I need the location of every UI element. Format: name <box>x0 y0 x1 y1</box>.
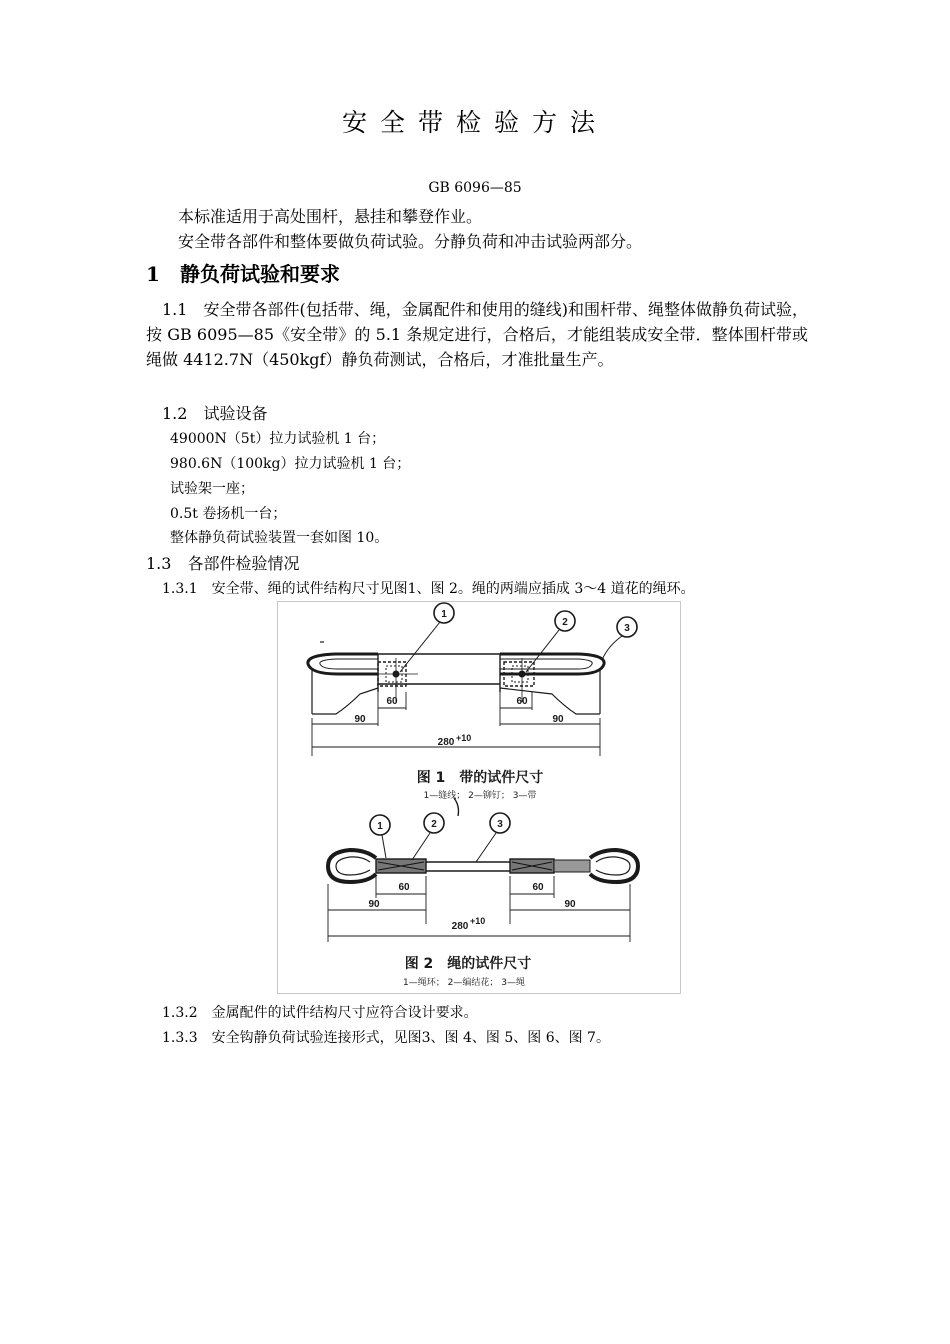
intro-line-2: 安全带各部件和整体要做负荷试验。分静负荷和冲击试验两部分。 <box>178 232 643 251</box>
figure-1-dim-left-outer: 90 <box>354 714 366 725</box>
paragraph-1-1 <box>146 297 808 372</box>
heading-1-3: 1.3 各部件检验情况 <box>146 554 300 573</box>
paragraph-1-1-text: 1.1 安全带各部件(包括带、绳，金属配件和使用的缝线)和围杆带、绳整体做静负荷试验，按 GB 6095—85《安全带》的 5.1 条规定进行，合格后，才能组装成安全带．整体围杆带或绳做 4412.7N（450kgf）静负荷测试，合格后，才准批量生产。 <box>146 300 808 369</box>
section-1-heading <box>146 258 340 287</box>
equipment-item: 980.6N（100kg）拉力试验机 1 台； <box>170 456 411 472</box>
figure-2-callout-1: 1 <box>377 821 383 832</box>
figure-2-dim-left-outer: 90 <box>368 899 380 910</box>
equipment-item: 0.5t 卷扬机一台； <box>170 506 287 522</box>
paragraph-1-3-1: 1.3.1 安全带、绳的试件结构尺寸见图1、图 2。绳的两端应插成 3～4 道花的绳环。 <box>162 581 695 597</box>
figure-2-dim-right-inner: 60 <box>532 882 544 893</box>
figure-1-dim-right-inner: 60 <box>516 696 528 707</box>
figure-1-callout-1: 1 <box>441 609 447 620</box>
paragraph-1-3-3: 1.3.3 安全钩静负荷试验连接形式，见图3、图 4、图 5、图 6、图 7。 <box>162 1030 610 1046</box>
figures-drawing <box>278 602 680 993</box>
figure-2-callout-3: 3 <box>497 819 503 830</box>
figure-1-dim-tolerance: +10 <box>456 733 472 743</box>
equipment-item: 整体静负荷试验装置一套如图 10。 <box>170 530 389 546</box>
equipment-item: 试验架一座； <box>170 481 254 497</box>
equipment-item: 49000N（5t）拉力试验机 1 台； <box>170 431 386 447</box>
figure-2-callout-2: 2 <box>431 819 437 830</box>
figure-2-dim-total: 280 <box>451 921 469 932</box>
figure-1-callout-3: 3 <box>624 623 630 634</box>
document-title: 安全带检验方法 <box>341 108 608 137</box>
figures-scan <box>277 601 681 994</box>
figure-2-dim-left-inner: 60 <box>398 882 410 893</box>
figure-1-drawing <box>308 603 637 756</box>
figure-1-dim-total: 280 <box>437 737 455 748</box>
figure-2-dim-right-outer: 90 <box>564 899 576 910</box>
figure-1-legend: 1—缝线； 2—铆钉； 3—带 <box>423 791 537 801</box>
section-title: 静负荷试验和要求 <box>180 262 340 286</box>
figure-1-dim-right-outer: 90 <box>552 714 564 725</box>
section-number: 1 <box>146 262 160 286</box>
figure-2-caption: 图 2 绳的试件尺寸 <box>404 956 532 972</box>
figure-1-dim-left-inner: 60 <box>386 696 398 707</box>
intro-line-1: 本标准适用于高处围杆，悬挂和攀登作业。 <box>178 207 483 226</box>
figure-1-callout-2: 2 <box>562 617 568 628</box>
standard-number: GB 6096—85 <box>428 180 522 196</box>
figure-1-caption: 图 1 带的试件尺寸 <box>416 770 544 786</box>
figure-2-legend: 1—绳环； 2—编结花； 3—绳 <box>403 978 525 988</box>
heading-1-2: 1.2 试验设备 <box>162 404 268 423</box>
figure-2-dim-tolerance: +10 <box>470 916 486 926</box>
paragraph-1-3-2: 1.3.2 金属配件的试件结构尺寸应符合设计要求。 <box>162 1005 478 1021</box>
